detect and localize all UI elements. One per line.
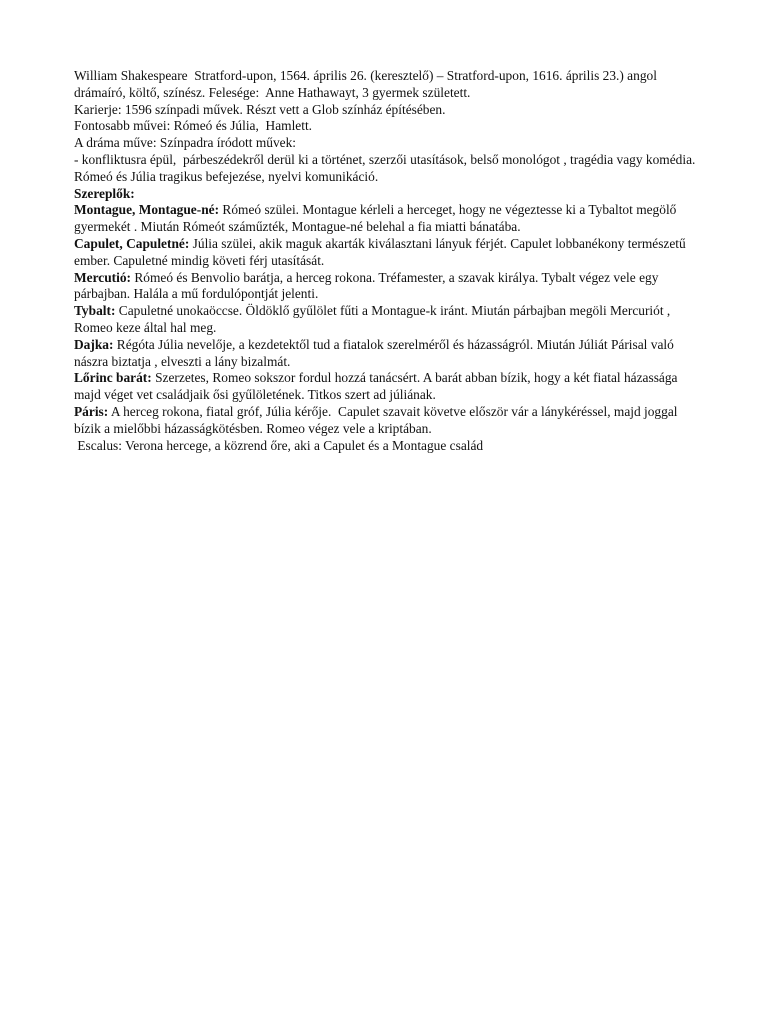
character-name: Tybalt: — [74, 303, 116, 319]
characters-heading: Szereplők: — [74, 185, 135, 201]
character-name: Montague, Montague-né: — [74, 202, 220, 218]
character-name: Capulet, Capuletné: — [74, 235, 190, 251]
character-description: Rómeó és Benvolio barátja, a herceg rokona. Tréfamester, a szavak királya. Tybalt végez vele egy párbajban. Halála a mű fordulópontját jelenti. — [74, 269, 662, 302]
intro-paragraph-5: - konfliktusra épül, párbeszédekről derül ki a történet, szerzői utasítások, belső monológot , tragédia vagy komédia. — [74, 151, 696, 167]
intro-paragraph-3: Fontosabb művei: Rómeó és Júlia, Hamlett. — [74, 118, 313, 134]
character-entry-paris — [74, 404, 704, 438]
character-name: Dajka: — [74, 336, 114, 352]
character-entry-mercutio — [74, 270, 704, 304]
intro-paragraph-2: Karierje: 1596 színpadi művek. Részt vett a Glob színház építésében. — [74, 101, 446, 117]
character-description: Szerzetes, Romeo sokszor fordul hozzá tanácsért. A barát abban bízik, hogy a két fiatal házassága majd véget vet családjaik ősi gyűlöletének. Titkos szert ad júliának. — [74, 370, 681, 403]
intro-paragraph-4: A dráma műve: Színpadra íródott művek: — [74, 135, 297, 151]
character-description: A herceg rokona, fiatal gróf, Júlia kérője. Capulet szavait követve először vár a lánykéréssel, majd joggal bízik a mielőbbi házasságkötésben. Romeo végez vele a kriptában. — [74, 403, 681, 436]
character-entry-montague — [74, 202, 704, 236]
character-entry-tybalt — [74, 303, 704, 337]
character-name: Mercutió: — [74, 269, 132, 285]
intro-paragraph-1: William Shakespeare Stratford-upon, 1564. április 26. (keresztelő) – Stratford-upon, 1616. április 23.) angol drámaíró, költő, színész. Felesége: Anne Hathawayt, 3 gyermek született. — [74, 68, 661, 100]
character-description: Júlia szülei, akik maguk akarták kiválasztani lányuk férjét. Capulet lobbanékony természetű ember. Capuletné mindig követi férj utasítását. — [74, 235, 690, 268]
character-entry-escalus: Escalus: Verona hercege, a közrend őre, aki a Capulet és a Montague család — [74, 437, 484, 453]
character-name: Lőrinc barát: — [74, 370, 152, 386]
character-description: Régóta Júlia nevelője, a kezdetektől tud a fiatalok szerelméről és házasságról. Miután Júliát Párisal való nászra biztatja , elveszti a lány bizalmát. — [74, 336, 678, 369]
document-page — [74, 68, 704, 454]
character-description: Capuletné unokaöccse. Öldöklő gyűlölet fűti a Montague-k iránt. Miután párbajban megöli Mercuriót , Romeo keze által hal meg. — [74, 303, 674, 335]
character-name: Páris: — [74, 403, 109, 419]
character-description: Rómeó szülei. Montague kérleli a herceget, hogy ne végeztesse ki a Tybaltot megölő gyermekét . Miután Rómeót száműzték, Montague-né belehal a fia miatti bánatába. — [74, 202, 680, 235]
intro-paragraph-6: Rómeó és Júlia tragikus befejezése, nyelvi komunikáció. — [74, 168, 379, 184]
character-entry-dajka — [74, 337, 704, 371]
character-entry-capulet — [74, 236, 704, 270]
character-entry-lorinc — [74, 370, 704, 404]
